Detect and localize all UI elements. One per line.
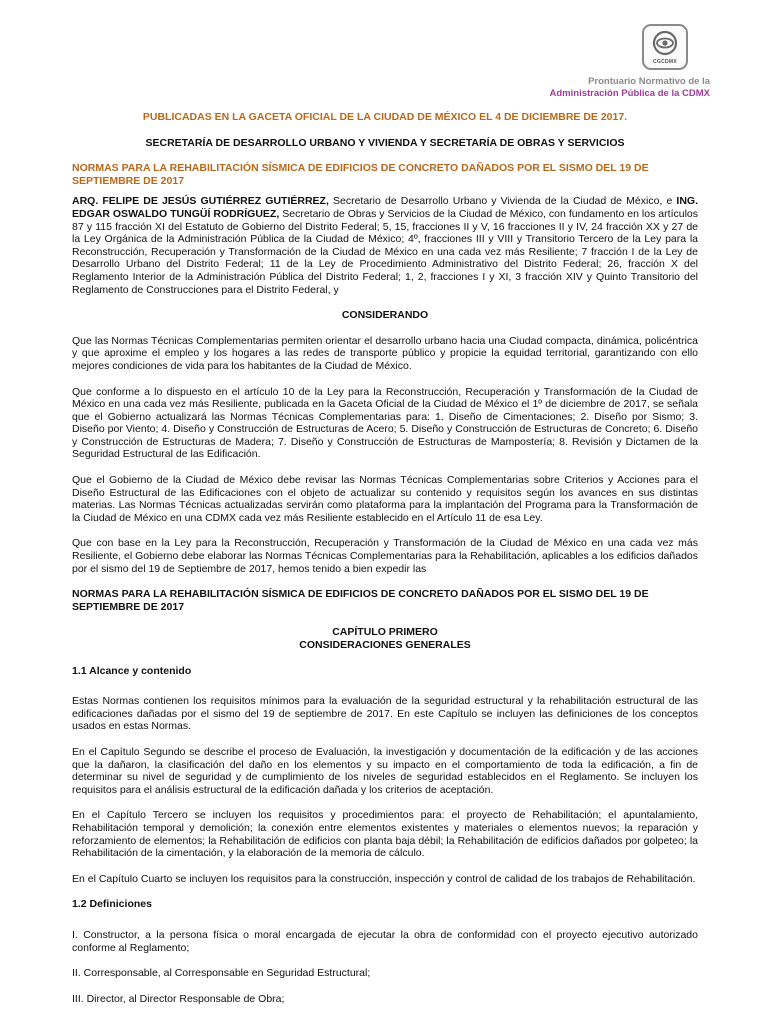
definition-2: II. Corresponsable, al Corresponsable en Seguridad Estructural; bbox=[72, 967, 371, 980]
section-1-1-paragraph-4: En el Capítulo Cuarto se incluyen los requisitos para la construcción, inspección y control de calidad de los trabajos de Rehabilitación. bbox=[72, 872, 696, 885]
secretaria-heading: SECRETARÍA DE DESARROLLO URBANO Y VIVIENDA Y SECRETARÍA DE OBRAS Y SERVICIOS bbox=[145, 136, 625, 149]
logo-text: CGCDMX bbox=[652, 59, 678, 65]
normas-title-orange: NORMAS PARA LA REHABILITACIÓN SÍSMICA DE EDIFICIOS DE CONCRETO DAÑADOS POR EL SISMO DEL 19 DE SEPTIEMBRE DE 2017 bbox=[72, 162, 649, 187]
gaceta-heading: PUBLICADAS EN LA GACETA OFICIAL DE LA CIUDAD DE MÉXICO EL 4 DE DICIEMBRE DE 2017. bbox=[142, 111, 628, 123]
header bbox=[510, 24, 710, 104]
prontuario-line2: Administración Pública de la CDMX bbox=[549, 88, 710, 99]
definition-1: I. Constructor, a la persona física o moral encargada de ejecutar la obra de conformidad con el proyecto ejecutivo autorizado conforme al Reglamento; bbox=[72, 928, 698, 954]
intro-name-1: ARQ. FELIPE DE JESÚS GUTIÉRREZ GUTIÉRREZ, bbox=[72, 195, 329, 208]
considerando-paragraph-3: Que el Gobierno de la Ciudad de México debe revisar las Normas Técnicas Complementarias sobre Criterios y Acciones para el Diseño Estructural de las Edificaciones con el objeto de actualizar su contenido y requisitos según los avances en sus distintas materias. Las Normas Técnicas actualizadas servirán como plataforma para la implantación del Programa para la Transformación de la Ciudad de México en una CDMX cada vez más Resiliente establecido en el Artículo 11 de esa Ley. bbox=[72, 474, 698, 524]
intro-text-1: Secretario de Desarrollo Urbano y Vivienda de la Ciudad de México, e bbox=[328, 195, 677, 208]
chapter-subheading: CONSIDERACIONES GENERALES bbox=[299, 639, 471, 651]
considerando-paragraph-2: Que conforme a lo dispuesto en el artículo 10 de la Ley para la Reconstrucción, Recuperación y Transformación de la Ciudad de México en una cada vez más Resiliente, publicada en la Gaceta Oficial de la Ciudad de México el 1º de diciembre de 2017, se señala que el Gobierno actualizará las Normas Técnicas Complementarias para: 1. Diseño de Cimentaciones; 2. Diseño por Sismo; 3. Diseño por Viento; 4. Diseño y Construcción de Estructuras de Acero; 5. Diseño y Construcción de Estructuras de Concreto; 6. Diseño y Construcción de Estructuras de Madera; 7. Diseño y Construcción de Estructuras de Mampostería; 8. Revisión y Dictamen de la Seguridad Estructural de las Edificación. bbox=[72, 385, 698, 461]
normas-title-black: NORMAS PARA LA REHABILITACIÓN SÍSMICA DE EDIFICIOS DE CONCRETO DAÑADOS POR EL SISMO DEL 19 DE SEPTIEMBRE DE 2017 bbox=[72, 588, 649, 613]
section-1-1-paragraph-2: En el Capítulo Segundo se describe el proceso de Evaluación, la investigación y documentación de la edificación y de las acciones que la dañaron, la clasificación del daño en los elementos y su impacto en el comportamiento de toda la edificación, a fin de determinar su nivel de seguridad y de cumplimiento de los niveles de seguridad establecidos en el Reglamento. Se incluyen los requisitos para el análisis estructural de la edificación dañada y los criterios de aceptación. bbox=[72, 745, 698, 796]
considerando-paragraph-1: Que las Normas Técnicas Complementarias permiten orientar el desarrollo urbano hacia una Ciudad compacta, dinámica, policéntrica y que aproxime el empleo y los hogares a las redes de transporte público y propicie la equidad territorial, garantizando con ello mejores condiciones de vida para los habitantes de la Ciudad de México. bbox=[72, 334, 698, 372]
section-1-1-paragraph-3: En el Capítulo Tercero se incluyen los requisitos y procedimientos para: el proyecto de Rehabilitación; el apuntalamiento, Rehabilitación temporal y demolición; la conexión entre elementos existentes y materiales o elementos nuevos; la reparación y reforzamiento de elementos; la Rehabilitación de edificios con planta baja débil; la Rehabilitación de edificios dañados por golpeteo; la Rehabilitación de la cimentación, y la elaboración de la memoria de cálculo. bbox=[72, 809, 698, 860]
section-1-2-heading: 1.2 Definiciones bbox=[72, 898, 152, 911]
section-1-1-heading: 1.1 Alcance y contenido bbox=[72, 664, 192, 677]
chapter-heading: CAPÍTULO PRIMERO bbox=[332, 626, 438, 639]
intro-text-2: Secretario de Obras y Servicios de la Ciudad de México, con fundamento en los artículos 87 y 115 fracción XI del Estatuto de Gobierno del Distrito Federal; 5, 15, fracciones II y V, 16 fracciones II y IV, 24 fracción XX y 27 de la Ley Orgánica de la Administración Pública de la Ciudad de México; 4º, fracciones III y VIII y Transitorio Tercero de la Ley para la Reconstrucción, Recuperación y Transformación de la Ciudad de México en una cada vez más Resiliente; 7 fracción I de la Ley de Desarrollo Urbano del Distrito Federal; 11 de la Ley de Procedimiento Administrativo del Distrito Federal; 26, fracción X del Reglamento Interior de la Administración Pública del Distrito Federal; 1, 2, fracciones I y XI, 3 fracción XIV y Quinto Transitorio del Reglamento de Construcciones para el Distrito Federal, y bbox=[72, 207, 698, 296]
prontuario-line1: Prontuario Normativo de la bbox=[588, 76, 710, 87]
document-body bbox=[72, 111, 698, 1005]
intro-name-2: ING. EDGAR OSWALDO TUNGÜÍ RODRÍGUEZ, bbox=[72, 195, 698, 220]
definition-3: III. Director, al Director Responsable de Obra; bbox=[72, 992, 285, 1005]
section-1-1-paragraph-1: Estas Normas contienen los requisitos mínimos para la evaluación de la seguridad estructural y la rehabilitación estructural de las edificaciones dañadas por el sismo del 19 de septiembre de 2017. En este Capítulo se incluyen las definiciones de los conceptos usados en estas Normas. bbox=[72, 695, 698, 733]
considerando-paragraph-4: Que con base en la Ley para la Reconstrucción, Recuperación y Transformación de la Ciudad de México en una cada vez más Resiliente, el Gobierno debe elaborar las Normas Técnicas Complementarias para la Rehabilitación, aplicables a los edificios dañados por el sismo del 19 de Septiembre de 2017, hemos tenido a bien expedir las bbox=[72, 537, 698, 575]
cgcdmx-logo bbox=[642, 24, 688, 70]
eye-seal-icon bbox=[649, 30, 681, 60]
intro-paragraph bbox=[72, 195, 698, 296]
considerando-heading: CONSIDERANDO bbox=[341, 309, 429, 322]
